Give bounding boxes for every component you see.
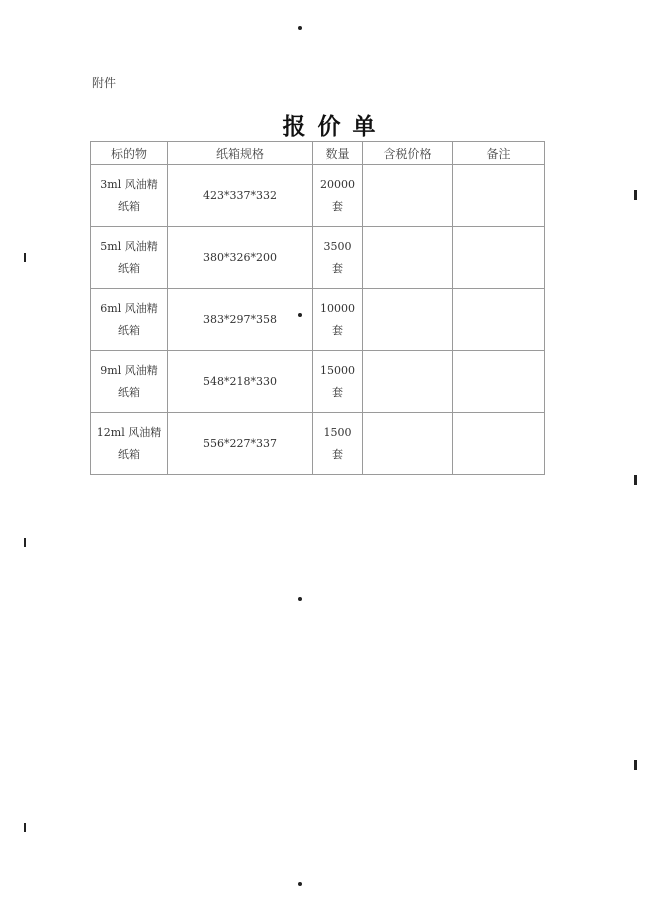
item-type: 纸箱 xyxy=(118,261,140,275)
cell-remark xyxy=(453,413,545,475)
cell-remark xyxy=(453,289,545,351)
scan-speck xyxy=(298,26,302,30)
cell-price xyxy=(363,165,453,227)
scan-speck xyxy=(634,190,637,200)
cell-spec: 556*227*337 xyxy=(168,413,313,475)
cell-remark xyxy=(453,165,545,227)
cell-price xyxy=(363,227,453,289)
cell-quantity xyxy=(313,289,363,351)
cell-item xyxy=(91,289,168,351)
cell-item xyxy=(91,165,168,227)
cell-price xyxy=(363,351,453,413)
item-name: 6ml 风油精 xyxy=(100,301,158,315)
item-name: 3ml 风油精 xyxy=(100,177,158,191)
quantity-number: 15000 xyxy=(320,363,355,377)
scan-speck xyxy=(634,760,637,770)
attachment-label: 附件 xyxy=(92,76,117,90)
quantity-unit: 套 xyxy=(332,323,343,337)
cell-item xyxy=(91,351,168,413)
quantity-unit: 套 xyxy=(332,261,343,275)
quantity-unit: 套 xyxy=(332,199,343,213)
cell-quantity xyxy=(313,165,363,227)
cell-item xyxy=(91,227,168,289)
quantity-number: 1500 xyxy=(323,425,352,439)
cell-quantity xyxy=(313,227,363,289)
scan-speck xyxy=(634,475,637,485)
quantity-unit: 套 xyxy=(332,385,343,399)
header-quantity: 数量 xyxy=(313,142,363,165)
cell-remark xyxy=(453,227,545,289)
item-name: 5ml 风油精 xyxy=(100,239,158,253)
cell-spec: 383*297*358 xyxy=(168,289,313,351)
cell-spec: 423*337*332 xyxy=(168,165,313,227)
item-name: 9ml 风油精 xyxy=(100,363,158,377)
header-spec: 纸箱规格 xyxy=(168,142,313,165)
scan-speck xyxy=(298,597,302,601)
page-title: 报价单 xyxy=(282,113,388,140)
table-row xyxy=(91,289,545,351)
quote-table xyxy=(90,141,545,475)
header-remark: 备注 xyxy=(453,142,545,165)
quantity-number: 3500 xyxy=(323,239,352,253)
quantity-number: 10000 xyxy=(320,301,355,315)
table-row xyxy=(91,351,545,413)
item-name: 12ml 风油精 xyxy=(96,425,162,439)
table-row xyxy=(91,413,545,475)
cell-item xyxy=(91,413,168,475)
table-row xyxy=(91,165,545,227)
table-header-row xyxy=(91,142,545,165)
scan-speck xyxy=(24,538,26,547)
table-row xyxy=(91,227,545,289)
quantity-number: 20000 xyxy=(320,177,355,191)
scan-speck xyxy=(298,313,302,317)
item-type: 纸箱 xyxy=(118,447,140,461)
scan-speck xyxy=(24,823,26,832)
cell-quantity xyxy=(313,351,363,413)
scan-speck xyxy=(298,882,302,886)
scan-speck xyxy=(24,253,26,262)
cell-quantity xyxy=(313,413,363,475)
cell-remark xyxy=(453,351,545,413)
cell-spec: 380*326*200 xyxy=(168,227,313,289)
cell-spec: 548*218*330 xyxy=(168,351,313,413)
item-type: 纸箱 xyxy=(118,385,140,399)
item-type: 纸箱 xyxy=(118,323,140,337)
cell-price xyxy=(363,289,453,351)
cell-price xyxy=(363,413,453,475)
item-type: 纸箱 xyxy=(118,199,140,213)
header-price: 含税价格 xyxy=(363,142,453,165)
header-item: 标的物 xyxy=(91,142,168,165)
quantity-unit: 套 xyxy=(332,447,343,461)
